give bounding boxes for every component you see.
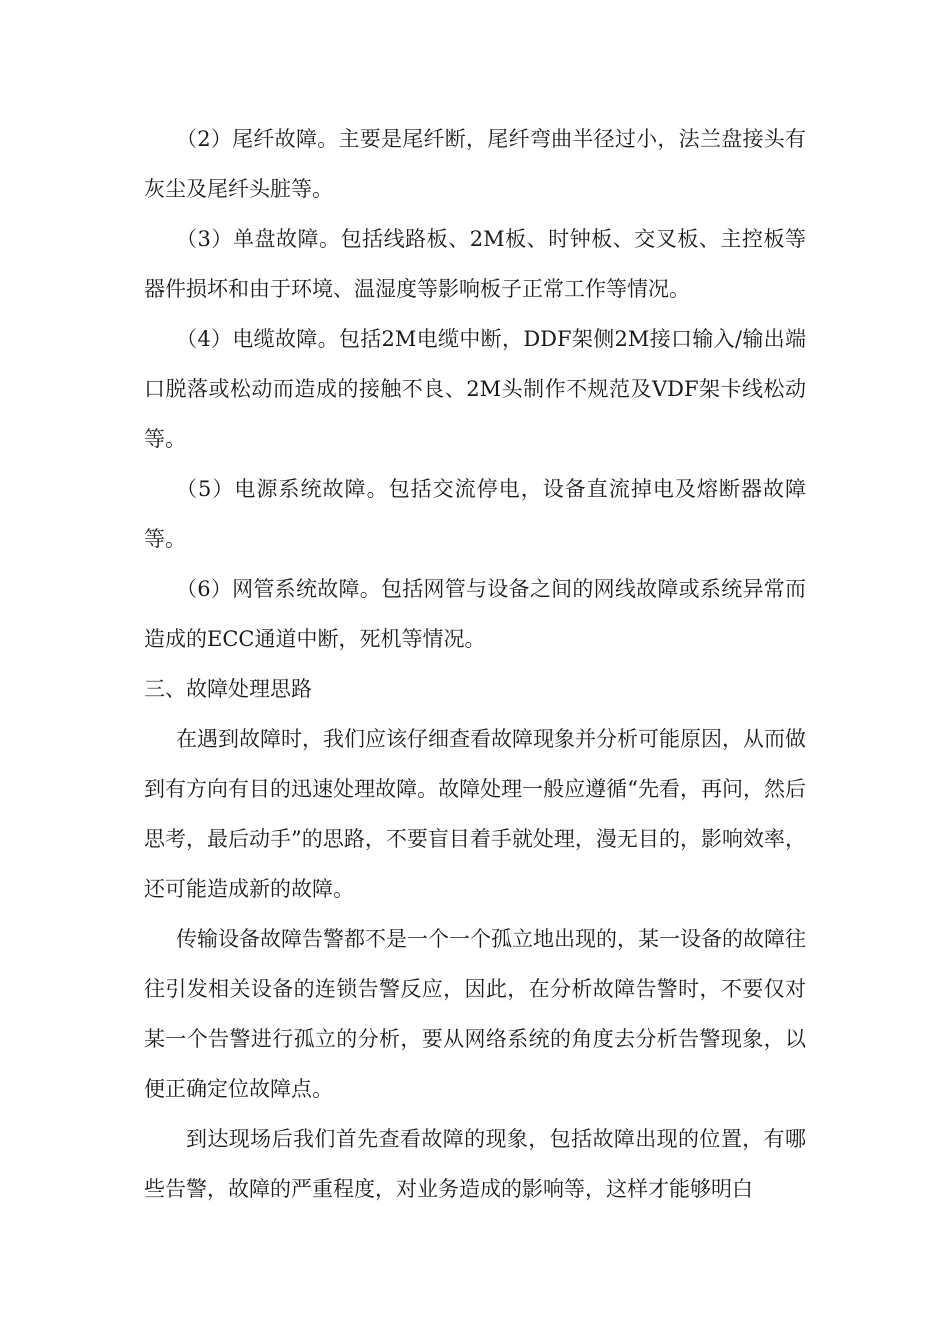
paragraph-alarm-analysis: 传输设备故障告警都不是一个一个孤立地出现的，某一设备的故障往往引发相关设备的连锁告警反应，因此，在分析故障告警时，不要仅对某一个告警进行孤立的分析，要从网络系统的角度去分析告警现象，以便正确定位故障点。 xyxy=(144,927,806,1101)
paragraph-nms-fault: （6）网管系统故障。包括网管与设备之间的网线故障或系统异常而造成的ECC通道中断，死机等情况。 xyxy=(144,577,806,651)
paragraph-cable-fault: （4）电缆故障。包括2M电缆中断，DDF架侧2M接口输入/输出端口脱落或松动而造成的接触不良、2M头制作不规范及VDF架卡线松动等。 xyxy=(144,327,806,451)
paragraph-board-fault: （3）单盘故障。包括线路板、2M板、时钟板、交叉板、主控板等器件损坏和由于环境、温湿度等影响板子正常工作等情况。 xyxy=(144,227,806,301)
paragraph-approach: 在遇到故障时，我们应该仔细查看故障现象并分析可能原因，从而做到有方向有目的迅速处理故障。故障处理一般应遵循“先看，再问，然后思考，最后动手”的思路，不要盲目着手就处理，漫无目的，影响效率，还可能造成新的故障。 xyxy=(144,727,806,901)
section-heading: 三、故障处理思路 xyxy=(144,677,312,701)
paragraph-onsite: 到达现场后我们首先查看故障的现象，包括故障出现的位置，有哪些告警，故障的严重程度，对业务造成的影响等，这样才能够明白 xyxy=(144,1127,806,1201)
paragraph-power-fault: （5）电源系统故障。包括交流停电，设备直流掉电及熔断器故障等。 xyxy=(144,477,806,551)
paragraph-fiber-fault: （2）尾纤故障。主要是尾纤断，尾纤弯曲半径过小，法兰盘接头有灰尘及尾纤头脏等。 xyxy=(144,127,806,201)
document-body xyxy=(144,114,806,1214)
